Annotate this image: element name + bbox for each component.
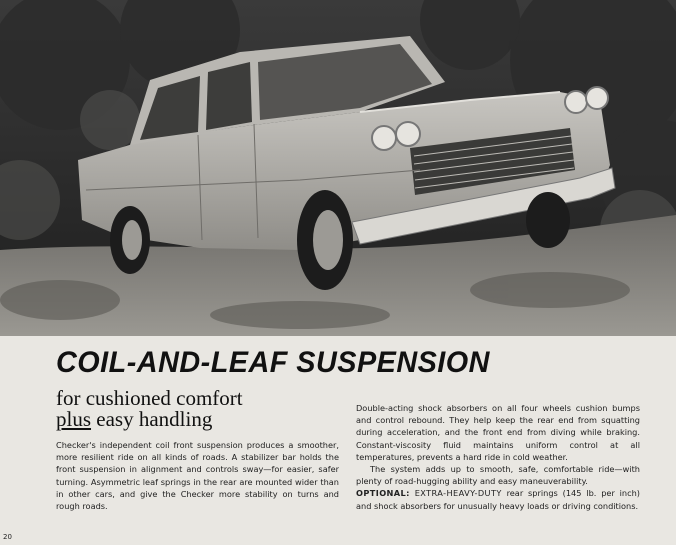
subhead [56, 388, 243, 430]
subhead-line-1: for cushioned comfort [56, 386, 243, 410]
right-paragraph-1: Double-acting shock absorbers on all four wheels cushion bumps and control rebound. They help keep the rear end from squatting during acceleration, and the front end from diving while braking. Constant-viscosity fluid maintains uniform control at all temperatures, prevents a hard ride in cold weather. [356, 403, 640, 462]
right-column [356, 402, 640, 512]
optional-rest: rear springs (145 lb. per inch) and shock absorbers for unusually heavy loads or driving conditions. [356, 488, 640, 511]
optional-caps: EXTRA-HEAVY-DUTY [414, 488, 502, 499]
left-column [56, 439, 339, 512]
subhead-line-2-rest: easy handling [91, 407, 213, 431]
right-paragraph-2: The system adds up to smooth, safe, comfortable ride—with plenty of road-hugging ability and easy maneuverability. [356, 464, 640, 487]
optional-note [356, 487, 640, 511]
subhead-plus: plus [56, 407, 92, 431]
subhead-line-2 [56, 409, 243, 430]
page-number: 20 [3, 533, 12, 541]
optional-label: OPTIONAL: [356, 488, 410, 499]
left-paragraph: Checker's independent coil front suspension produces a smoother, more resilient ride on all kinds of roads. A stabilizer bar holds the front suspension in alignment and controls sway—for easier, safer turning. Asymmetric leaf springs in the rear are mounted wider than in other cars, and give the Checker more stability on turns and rough roads. [56, 440, 339, 512]
headline: COIL-AND-LEAF SUSPENSION [56, 346, 490, 379]
